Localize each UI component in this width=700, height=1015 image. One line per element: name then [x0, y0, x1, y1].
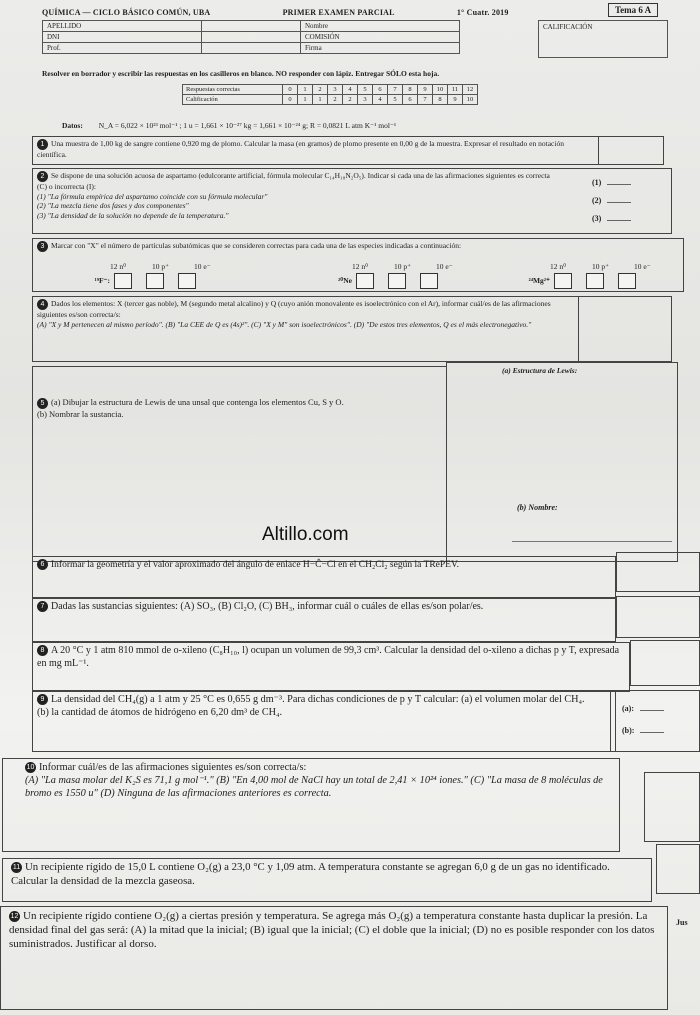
question-11 — [2, 858, 652, 902]
firma-field[interactable]: Firma — [301, 43, 460, 54]
question-8 — [32, 642, 630, 692]
score-cell: 5 — [358, 85, 373, 95]
question-2 — [32, 168, 672, 234]
score-row-label: Respuestas correctas — [183, 85, 283, 95]
question-number: 5 — [37, 398, 48, 409]
datos-line — [62, 121, 396, 130]
question-number: 6 — [37, 559, 48, 570]
prof-field[interactable]: Prof. — [43, 43, 202, 54]
answer-box-10[interactable] — [644, 772, 700, 842]
question-text: La densidad del CH₄(g) a 1 atm y 25 °C es 0,655 g dm⁻³. Para dichas condiciones de p y T calcular: (a) el volumen molar del CH₄. (b) la cantidad de átomos de hidrógeno en 6,20 dm³ de CH₄. — [37, 694, 585, 719]
question-text-a: (a) Dibujar la estructura de Lewis de una unsal que contenga los elementos Cu, S y O. — [51, 397, 344, 407]
particle-checkbox[interactable] — [114, 273, 132, 289]
question-7 — [32, 598, 616, 642]
question-12 — [0, 906, 668, 1010]
score-cell: 7 — [388, 85, 403, 95]
score-table — [182, 84, 478, 105]
question-number: 12 — [10, 912, 19, 920]
score-cell: 4 — [373, 95, 388, 105]
particle-option-label: 10 e⁻ — [634, 262, 651, 271]
justification-label: Jus — [676, 918, 688, 927]
lewis-structure-box[interactable] — [446, 362, 678, 562]
score-cell: 1 — [298, 95, 313, 105]
score-cell: 2 — [328, 95, 343, 105]
particle-checkbox[interactable] — [586, 273, 604, 289]
score-cell: 8 — [433, 95, 448, 105]
student-id-table — [42, 20, 460, 54]
calificacion-box[interactable] — [538, 20, 668, 58]
apellido-field[interactable]: APELLIDO — [43, 21, 202, 32]
answer-box-4[interactable] — [578, 296, 672, 362]
question-text: A 20 °C y 1 atm 810 mmol de o-xileno (C₈H₁₀, l) ocupan un volumen de 99,3 cm³. Calcular la densidad del o-xileno a dichas p y T, expresada en mg mL⁻¹. — [37, 645, 620, 669]
answer-box-11[interactable] — [656, 844, 700, 894]
nombre-answer-line[interactable] — [512, 541, 672, 542]
score-cell: 0 — [283, 85, 298, 95]
exam-title: PRIMER EXAMEN PARCIAL — [282, 8, 395, 17]
question-number: 8 — [37, 645, 48, 656]
score-row-label: Calificación — [183, 95, 283, 105]
question-text-b: (b) Nombrar la sustancia. — [37, 408, 124, 419]
particle-checkbox[interactable] — [420, 273, 438, 289]
statement-2: (2) "La mezcla tiene dos fases y dos componentes" — [37, 201, 189, 211]
answer-box-7[interactable] — [616, 596, 700, 638]
answer-box-8[interactable] — [630, 640, 700, 686]
answer-line-1[interactable]: (1) — [592, 178, 631, 187]
question-number: 2 — [37, 171, 48, 182]
question-10 — [2, 758, 620, 852]
question-number: 3 — [37, 241, 48, 252]
score-cell: 11 — [448, 85, 463, 95]
score-cell: 1 — [313, 95, 328, 105]
score-cell: 9 — [418, 85, 433, 95]
calificacion-label: CALIFICACIÓN — [543, 23, 593, 31]
particle-option-label: 12 n⁰ — [110, 262, 127, 271]
question-text: Informar la geometría y el valor aproximado del ángulo de enlace H−Ĉ−Cl en el CH₂Cl₂ según la TRePEV. — [51, 560, 459, 570]
particle-checkbox[interactable] — [554, 273, 572, 289]
particle-checkbox[interactable] — [146, 273, 164, 289]
score-cell: 5 — [388, 95, 403, 105]
score-cell: 4 — [343, 85, 358, 95]
score-cell: 10 — [433, 85, 448, 95]
question-number: 9 — [37, 694, 48, 705]
question-number: 1 — [37, 139, 48, 150]
nombre-label: (b) Nombre: — [517, 503, 558, 512]
question-4 — [32, 296, 672, 362]
score-cell: 6 — [403, 95, 418, 105]
course-title: QUÍMICA — CICLO BÁSICO COMÚN, UBA — [42, 8, 211, 17]
answer-box-6[interactable] — [616, 552, 700, 592]
question-text: Un recipiente rígido contiene O₂(g) a ciertas presión y temperatura. Se agrega más O₂(g) a temperatura constante hasta duplicar la presión. La densidad final del gas será: (A) la mitad que la inicial; (B) igual que la inicial; (C) el doble que la inicial; (D) no es posible responder con los datos suministrados. Justificar al dorso. — [9, 910, 655, 951]
question-6 — [32, 556, 616, 598]
score-cell: 12 — [463, 85, 478, 95]
species-group — [282, 262, 478, 289]
datos-label: Datos: — [62, 121, 83, 130]
species-group — [480, 262, 676, 289]
particle-checkbox[interactable] — [356, 273, 374, 289]
question-options: (A) "X y M pertenecen al mismo período". (B) "La CEE de Q es (4s)²". (C) "X y M" son isoelectrónicos". (D) "De estos tres elementos, Q es el más electronegativo." — [37, 319, 532, 329]
species-label: ²⁰Ne — [337, 275, 352, 285]
question-number: 11 — [12, 864, 21, 872]
particle-option-label: 12 n⁰ — [352, 262, 369, 271]
particle-checkbox[interactable] — [178, 273, 196, 289]
particle-option-label: 10 e⁻ — [194, 262, 211, 271]
question-text: Informar cuál/es de las afirmaciones siguientes es/son correcta/s: — [39, 762, 307, 773]
question-9 — [32, 690, 616, 752]
score-cell: 7 — [418, 95, 433, 105]
score-cell: 3 — [328, 85, 343, 95]
question-5 — [32, 366, 446, 562]
species-label: ²⁴Mg²⁺ — [528, 275, 550, 285]
score-cell: 2 — [343, 95, 358, 105]
particle-option-label: 12 n⁰ — [550, 262, 567, 271]
score-cell: 10 — [463, 95, 478, 105]
particle-checkbox[interactable] — [618, 273, 636, 289]
score-cell: 8 — [403, 85, 418, 95]
question-options: (A) "La masa molar del K₂S es 71,1 g mol⁻¹." (B) "En 4,00 mol de NaCl hay un total de 2,41 × 10²⁴ iones." (C) "La masa de 8 moléculas de bromo es 1550 u" (D) Ninguna de las afirmaciones anteriores es correcta. — [25, 775, 603, 800]
answer-line-9a[interactable]: (a): — [622, 704, 664, 713]
question-text: Se dispone de una solución acuosa de aspartamo (edulcorante artificial, fórmula molecular C₁₄H₁₈N₂O₅). Indicar si cada una de las afirmaciones siguientes es correcta (C) o incorrecta (I): — [37, 171, 550, 191]
dni-field[interactable]: DNI — [43, 32, 202, 43]
question-text: Una muestra de 1,00 kg de sangre contiene 0,920 mg de plomo. Calcular la masa (en gramos) de plomo presente en 0,00 g de la muestra. Expresar el resultado en notación científica. — [37, 139, 564, 159]
instructions: Resolver en borrador y escribir las respuestas en los casilleros en blanco. NO responder con lápiz. Entregar SÓLO esta hoja. — [42, 69, 440, 78]
answer-box-9 — [610, 690, 700, 752]
species-label: ¹⁹F⁻: — [94, 275, 110, 285]
particle-checkbox[interactable] — [388, 273, 406, 289]
answer-line-2[interactable]: (2) — [592, 196, 631, 205]
score-cell: 3 — [358, 95, 373, 105]
comision-field[interactable]: COMISIÓN — [301, 32, 460, 43]
score-cell: 1 — [298, 85, 313, 95]
particle-option-label: 10 e⁻ — [436, 262, 453, 271]
particle-option-label: 10 p⁺ — [394, 262, 412, 271]
datos-text: N_A = 6,022 × 10²³ mol⁻¹ ; 1 u = 1,661 × 10⁻²⁷ kg = 1,661 × 10⁻²⁴ g; R = 0,0821 L atm K⁻¹ mol⁻¹ — [98, 121, 397, 130]
question-number: 7 — [37, 601, 48, 612]
answer-line-3[interactable]: (3) — [592, 214, 631, 223]
score-cell: 6 — [373, 85, 388, 95]
tema-badge: Tema 6 A — [608, 3, 658, 17]
exam-header — [42, 8, 509, 17]
question-text: Dados los elementos: X (tercer gas noble), M (segundo metal alcalino) y Q (cuyo anión monovalente es isoelectrónico con el Ar), informar cuál/es de las afirmaciones siguientes es/son correcta/s: — [37, 299, 551, 319]
question-text: Un recipiente rígido de 15,0 L contiene O₂(g) a 23,0 °C y 1,09 atm. A temperatura constante se agregan 6,0 g de un gas no identificado. Calcular la densidad de la mezcla gaseosa. — [11, 861, 610, 887]
statement-1: (1) "La fórmula empírica del aspartamo coincide con su fórmula molecular" — [37, 191, 268, 201]
term-label: 1° Cuatr. 2019 — [456, 8, 509, 17]
answer-line-9b[interactable]: (b): — [622, 726, 664, 735]
score-cell: 2 — [313, 85, 328, 95]
nombre-field[interactable]: Nombre — [301, 21, 460, 32]
answer-box-1[interactable] — [598, 136, 664, 165]
question-number: 4 — [37, 299, 48, 310]
question-number: 10 — [26, 764, 35, 772]
question-text: Dadas las sustancias siguientes: (A) SO₃, (B) Cl₂O, (C) BH₃, informar cuál o cuáles de ellas es/son polar/es. — [51, 601, 484, 612]
score-cell: 0 — [283, 95, 298, 105]
score-cell: 9 — [448, 95, 463, 105]
particle-option-label: 10 p⁺ — [152, 262, 170, 271]
watermark: Altillo.com — [262, 524, 349, 545]
question-1 — [32, 136, 664, 165]
question-text: Marcar con "X" el número de partículas subatómicas que se consideren correctas para cada una de las especies indicadas a continuación: — [51, 241, 462, 251]
statement-3: (3) "La densidad de la solución no depende de la temperatura." — [37, 210, 229, 220]
particle-option-label: 10 p⁺ — [592, 262, 610, 271]
lewis-label: (a) Estructura de Lewis: — [502, 366, 578, 375]
species-group — [40, 262, 236, 289]
